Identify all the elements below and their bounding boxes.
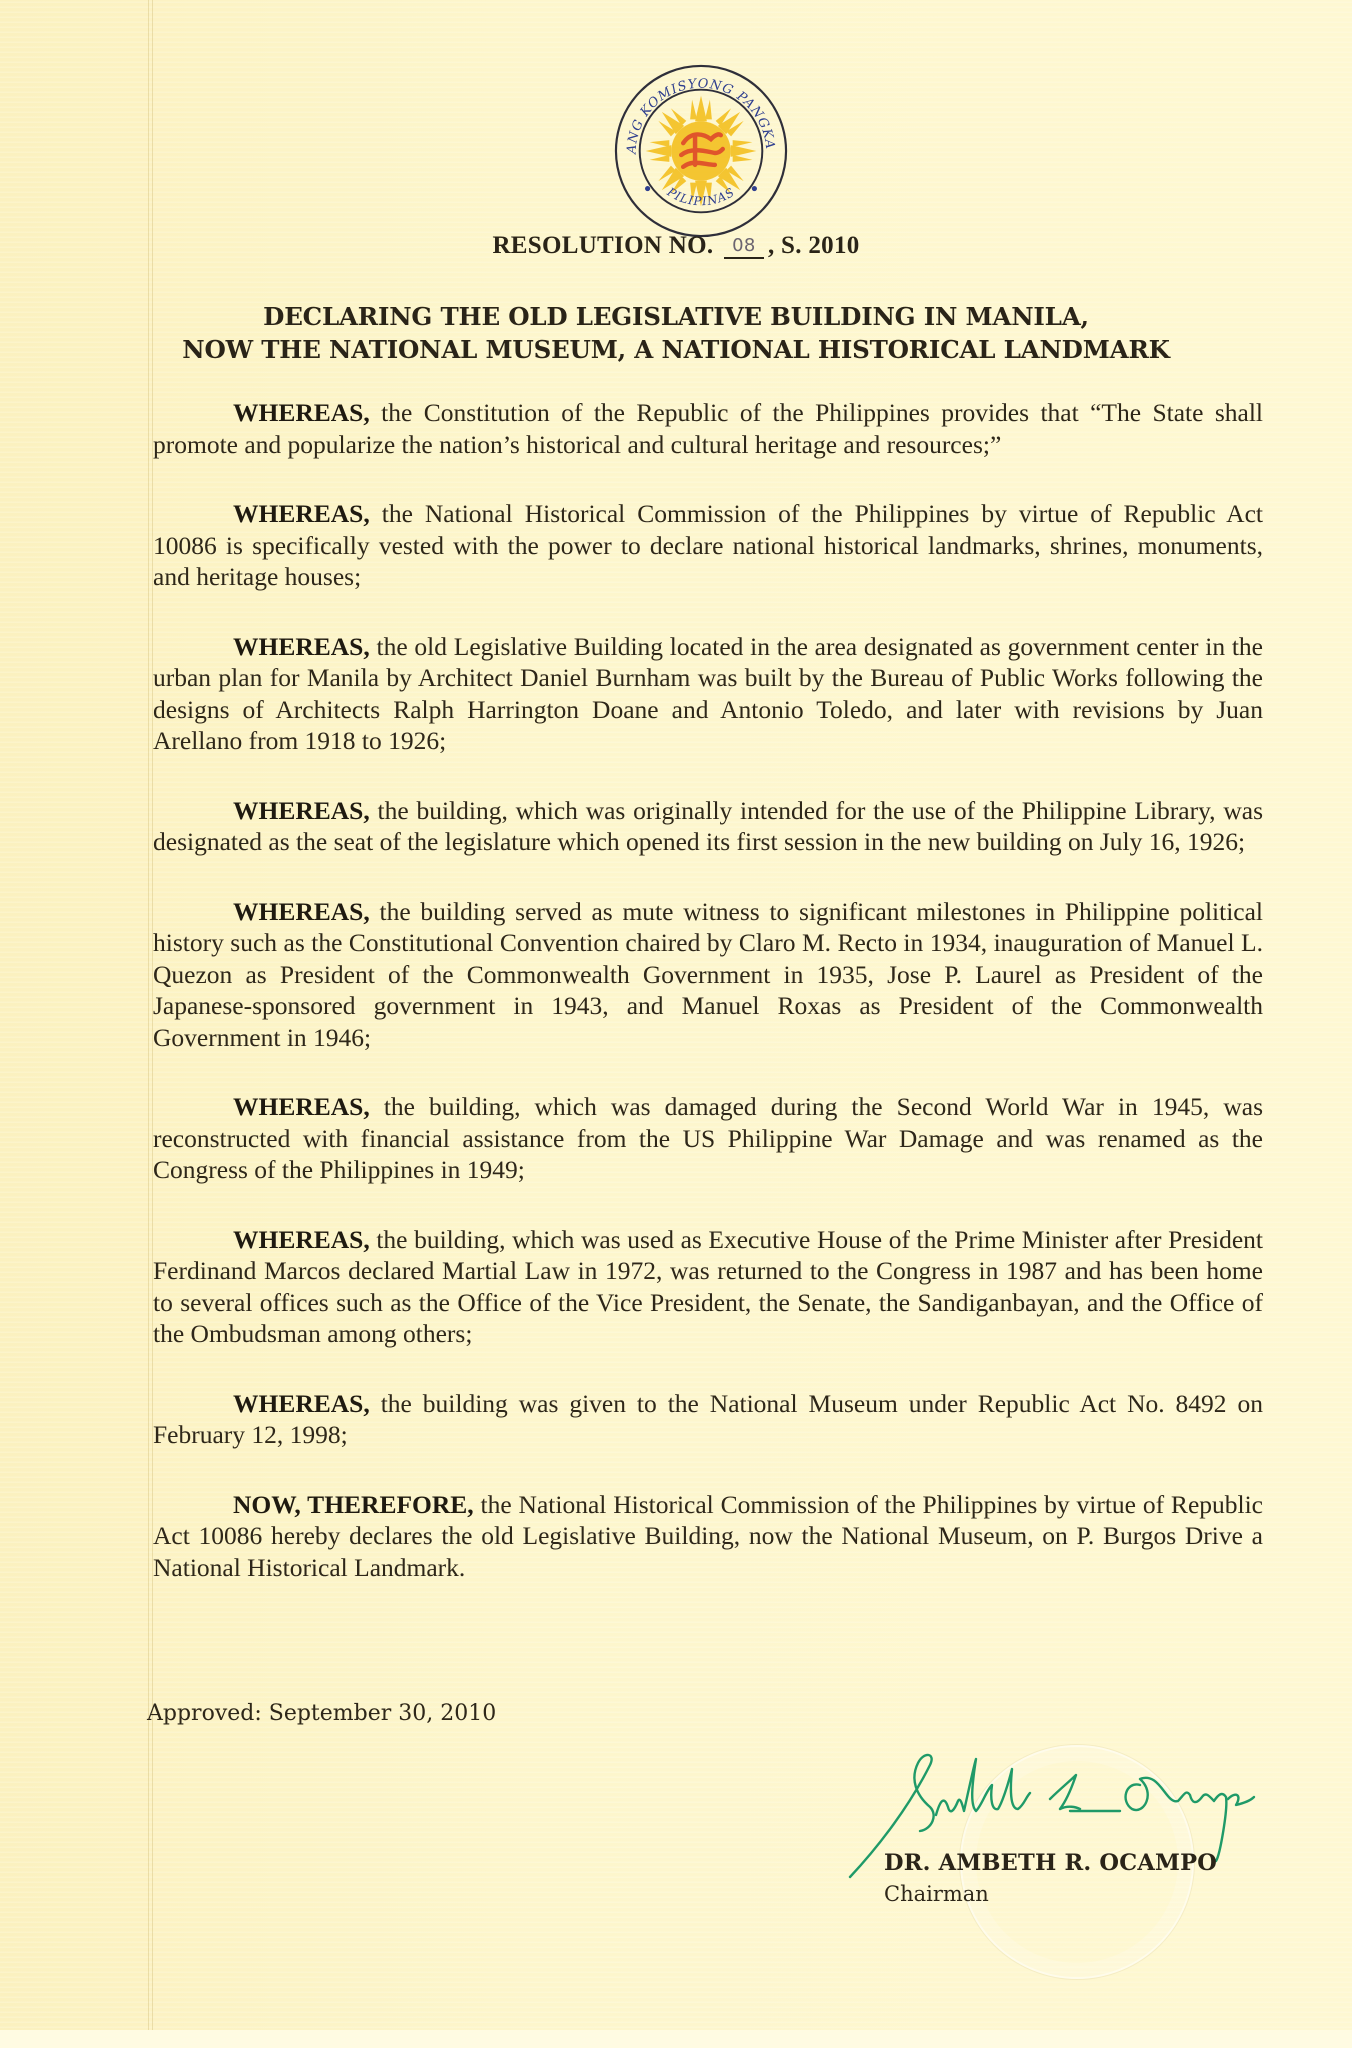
resolution-handwritten-number: 08 xyxy=(724,235,764,259)
scan-bottom-edge xyxy=(0,2030,1352,2048)
whereas-clause xyxy=(153,896,1263,1054)
svg-text:PILIPINAS: PILIPINAS xyxy=(664,184,738,209)
resolving-clause xyxy=(153,1489,1263,1584)
resolution-body xyxy=(153,397,1263,1621)
clause-lead: WHEREAS, xyxy=(233,1224,370,1254)
clause-lead: WHEREAS, xyxy=(233,1092,370,1121)
nhcp-seal-icon xyxy=(612,62,790,240)
whereas-clause xyxy=(153,397,1263,460)
clause-text: the building served as mute witness to significant milestones in Philippine political history such as the Constitutional Convention chaired by Claro M. Recto in 1934, inauguration of Manuel L. Quezon as President of the Commonwealth Government in 1935, Jose P. Laurel as President of the Japanese-sponsored government in 1943, and Manuel Roxas as President of the Commonwealth Government in 1946; xyxy=(153,896,1263,1052)
clause-lead: NOW, THEREFORE, xyxy=(233,1489,474,1519)
whereas-clause xyxy=(153,631,1263,757)
signatory-name: DR. AMBETH R. OCAMPO xyxy=(884,1850,1217,1876)
resolution-title xyxy=(0,300,1352,366)
clause-text: the building, which was originally intended for the use of the Philippine Library, was designated as the seat of the legislature which opened its first session in the new building on July 16, 1926; xyxy=(153,795,1263,856)
title-line: NOW THE NATIONAL MUSEUM, A NATIONAL HISTORICAL LANDMARK xyxy=(182,335,1170,364)
clause-text: the old Legislative Building located in the area designated as government center in the urban plan for Manila by Architect Daniel Burnham was built by the Bureau of Public Works following the designs of Architects Ralph Harrington Doane and Antonio Toledo, and later with revisions by Juan Arellano from 1918 to 1926; xyxy=(153,631,1263,755)
resolution-series: , S. 2010 xyxy=(767,232,860,259)
whereas-clause xyxy=(153,498,1263,593)
whereas-clause xyxy=(153,795,1263,858)
approval-date: Approved: September 30, 2010 xyxy=(147,1701,497,1726)
clause-lead: WHEREAS, xyxy=(233,398,370,427)
title-line: DECLARING THE OLD LEGISLATIVE BUILDING IN MANILA, xyxy=(263,302,1089,331)
whereas-clause xyxy=(153,1388,1263,1451)
signatory-title: Chairman xyxy=(884,1882,989,1906)
svg-text:PAMBANSANG KOMISYONG PANGKASAY: ANG KOMISYONG PANGKA xyxy=(624,76,778,155)
resolution-number xyxy=(0,232,1352,260)
clause-lead: WHEREAS, xyxy=(233,631,370,661)
clause-text: the building, which was used as Executive House of the Prime Minister after President Ferdinand Marcos declared Martial Law in 1972, was returned to the Congress in 1987 and has been home to several offices such as the Office of the Vice President, the Senate, the Sandiganbayan, and the Office of the Ombudsman among others; xyxy=(153,1224,1263,1348)
resolution-prefix: RESOLUTION NO. xyxy=(492,232,714,259)
clause-text: the National Historical Commission of the Philippines by virtue of Republic Act 10086 is specifically vested with the power to declare national historical landmarks, shrines, monuments, and heritage houses; xyxy=(153,499,1263,591)
clause-lead: WHEREAS, xyxy=(233,1388,370,1418)
whereas-clause xyxy=(153,1224,1263,1350)
clause-text: the building was given to the National Museum under Republic Act No. 8492 on February 12, 1998; xyxy=(153,1388,1263,1449)
clause-lead: WHEREAS, xyxy=(233,499,370,528)
clause-lead: WHEREAS, xyxy=(233,896,370,926)
clause-text: the National Historical Commission of the Philippines by virtue of Republic Act 10086 hereby declares the old Legislative Building, now the National Museum, on P. Burgos Drive a National Historical Landmark. xyxy=(153,1489,1263,1582)
whereas-clause xyxy=(153,1091,1263,1186)
clause-text: the building, which was damaged during the Second World War in 1945, was reconstructed with financial assistance from the US Philippine War Damage and was renamed as the Congress of the Philippines in 1949; xyxy=(153,1092,1263,1184)
clause-lead: WHEREAS, xyxy=(233,795,370,825)
clause-text: the Constitution of the Republic of the Philippines provides that “The State shall promote and popularize the nation’s historical and cultural heritage and resources;” xyxy=(153,398,1263,459)
